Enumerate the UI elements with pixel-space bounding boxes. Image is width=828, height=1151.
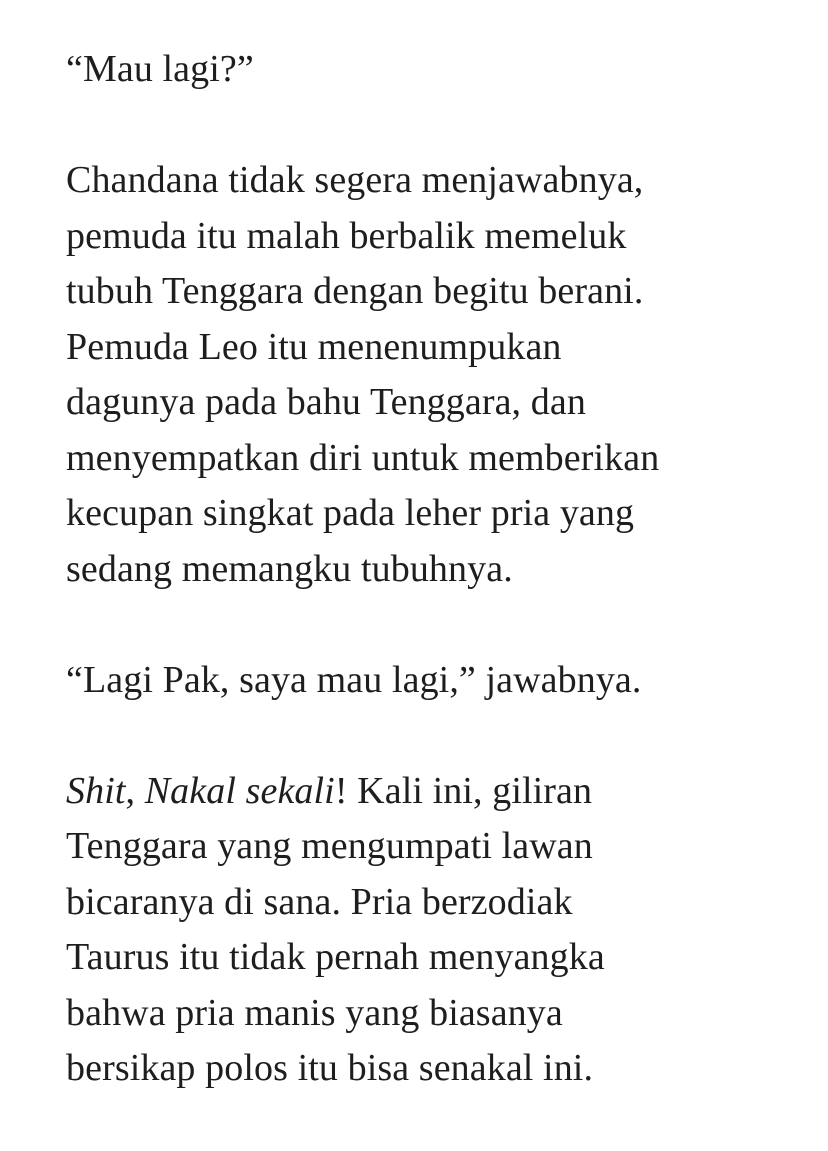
text-line: tubuh Tenggara dengan begitu berani. [66, 270, 644, 312]
paragraph-gap [66, 597, 786, 653]
text-line: Tenggara yang mengumpati lawan [66, 825, 593, 867]
paragraph-2 [66, 153, 786, 597]
text-line [66, 764, 786, 820]
text-line: Chandana tidak segera menjawabnya, [66, 159, 644, 201]
text-line: dagunya pada bahu Tenggara, dan [66, 381, 586, 423]
paragraph-gap [66, 98, 786, 154]
text-line: Taurus itu tidak pernah menyangka [66, 936, 605, 978]
text-line: menyempatkan diri untuk memberikan [66, 436, 660, 479]
text-line: “Lagi Pak, saya mau lagi,” jawabnya. [66, 658, 642, 701]
paragraph-4 [66, 764, 786, 1097]
plain-text: ! Kali ini, giliran [334, 769, 593, 812]
paragraph-gap [66, 708, 786, 764]
text-line: “Mau lagi?” [66, 48, 254, 90]
italic-text: Nakal sekali [144, 769, 335, 812]
text-line: sedang memangku tubuhnya. [66, 547, 513, 590]
story-text [66, 42, 786, 1097]
text-line: pemuda itu malah berbalik memeluk [66, 214, 627, 257]
italic-text: Shit [66, 769, 126, 812]
text-line: Pemuda Leo itu menenumpukan [66, 325, 562, 368]
text-line: bersikap polos itu bisa senakal ini. [66, 1047, 594, 1089]
text-line: bahwa pria manis yang biasanya [66, 991, 563, 1034]
paragraph-1 [66, 42, 786, 98]
paragraph-3 [66, 653, 786, 709]
plain-text: , [125, 769, 145, 812]
text-line: kecupan singkat pada leher pria yang [66, 492, 635, 534]
text-line: bicaranya di sana. Pria berzodiak [66, 880, 573, 923]
